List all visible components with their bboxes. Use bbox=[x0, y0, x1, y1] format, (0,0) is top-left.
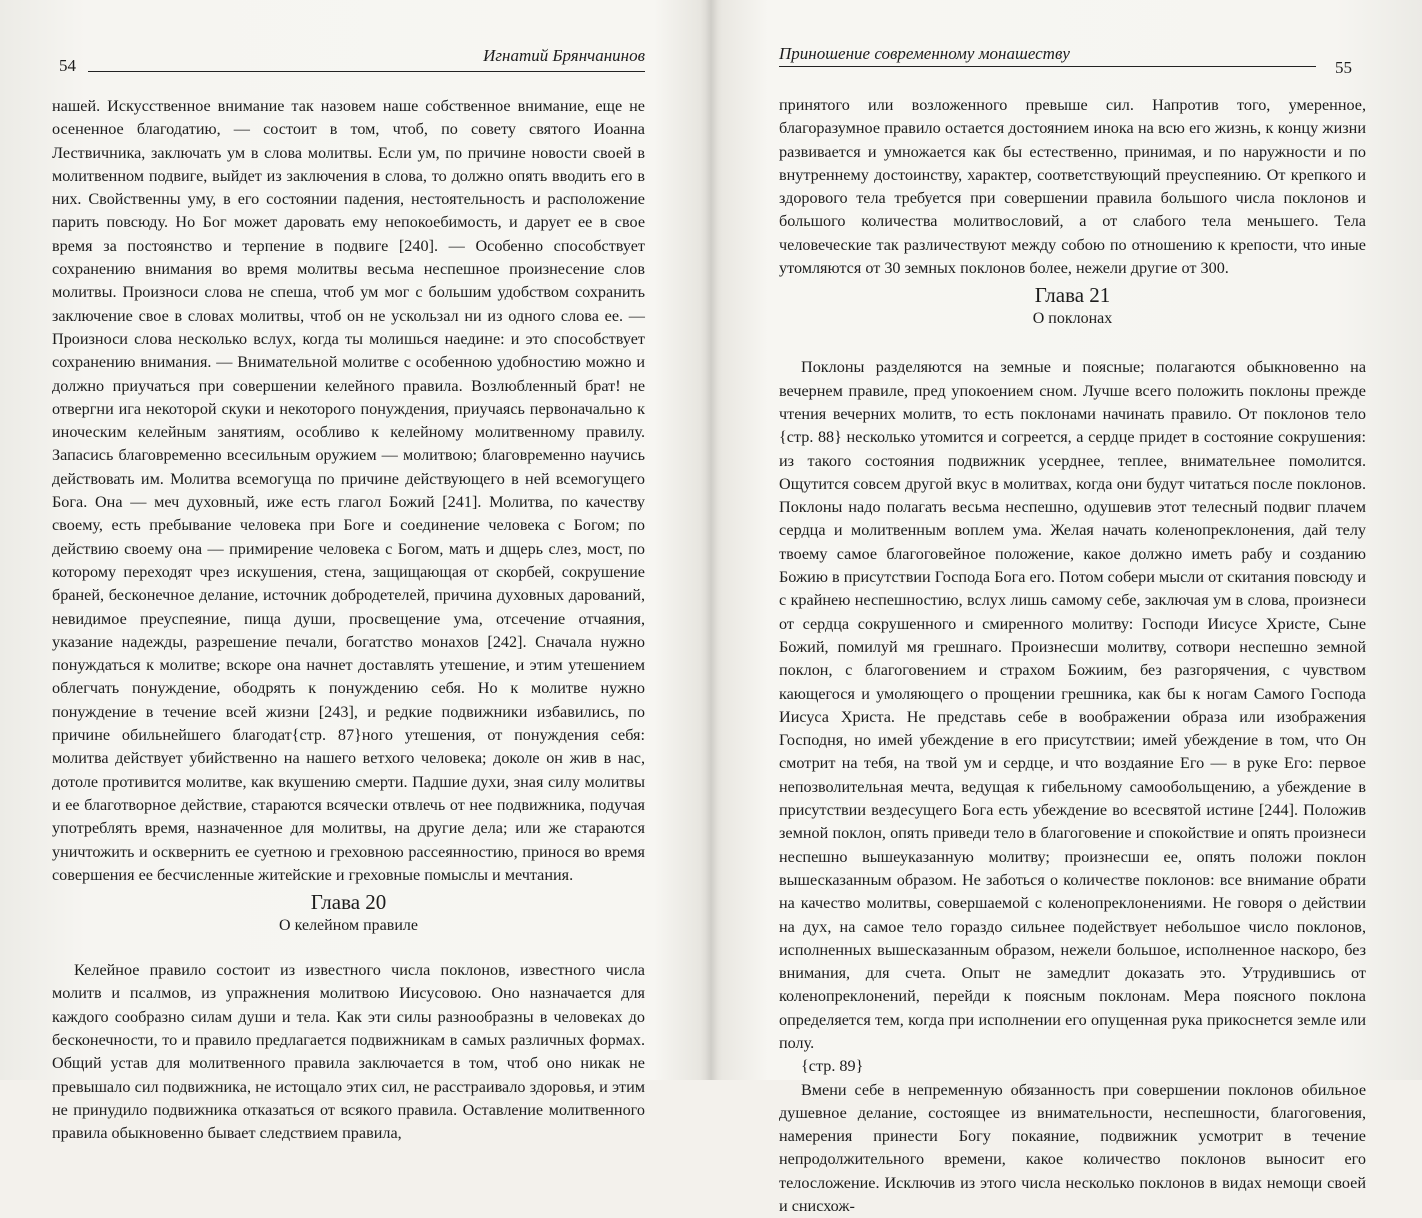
left-chapter-heading bbox=[52, 889, 645, 937]
right-page-number: 55 bbox=[1335, 58, 1352, 77]
right-page bbox=[711, 0, 1422, 1216]
right-running-title: Приношение современному монашеству bbox=[779, 44, 1070, 63]
right-chapter-heading bbox=[779, 282, 1366, 330]
left-page bbox=[0, 0, 711, 1143]
right-header-rule bbox=[779, 66, 1316, 67]
right-paragraph-3: Вмени себе в непременную обязанность при совершении поклонов обильное душевное делание, состоящее из внимательности, неспешности, благоговения, намерения принести Богу покаяние, подвижник усмотрит в течение непродолжительного времени, какое количество поклонов выносит его телосложение. Исключив из этого числа несколько поклонов в видах немощи своей и снисхож- bbox=[779, 1080, 1366, 1216]
chapter-20-subtitle: О келейном правиле bbox=[279, 917, 418, 935]
left-paragraph-2: Келейное правило состоит из известного числа поклонов, известного числа молитв и псалмов, из упражнения молитвою Иисусовою. Оно назначается для каждого сообразно силам души и тела. Как эти силы разнообразны в человеках до бесконечности, то и правило предлагается подвижникам в самых различных формах. Общий устав для молитвенного правила заключается в том, чтоб оно никак не превышало сил подвижника, не истощало этих сил, не расстраивало здоровья, и этим не принудило подвижника отказаться от всякого правила. Оставление молитвенного правила обыкновенно бывает следствием правила, bbox=[52, 961, 645, 1143]
right-paragraph-2: Поклоны разделяются на земные и поясные; полагаются обыкновенно на вечернем правиле, пред упокоением сном. Лучше всего положить поклоны прежде чтения вечерних молитв, то есть поклонами начинать правило. От поклонов тело {стр. 88} несколько утомится и согреется, а сердце придет в состояние сокрушения: из такого состояния подвижник усерднее, теплее, внимательнее помолится. Ощутится совсем другой вкус в молитвах, когда они будут читаться после поклонов. Поклоны надо полагать весьма неспешно, одушевив этот телесный подвиг плачем сердца и молитвенным воплем ума. Желая начать коленопреклонения, дай телу твоему самое благоговейное положение, какое должно иметь рабу и созданию Божию в присутствии Господа Бога его. Потом собери мысли от скитания повсюду и с крайнею неспешностию, вслух лишь самому себе, заключая ум в слова, произнеси от сердца сокрушенного и смиренного молитву: Господи Иисусе Христе, Сыне Божий, помилуй мя грешнаго. Произнесши молитву, сотвори неспешно земной поклон, с благоговением и страхом Божиим, без разгорячения, с чувством кающегося и умоляющего о прощении грешника, как бы к ногам Самого Господа Иисуса Христа. Не представь себе в воображении образа или изображения Господня, но имей убеждение в его присутствии; имей убеждение в том, что Он смотрит на тебя, на твой ум и сердце, и что воздаяние Его — в руке Его: первое непозволительная мечта, ведущая к гибельному самообольщению, а убеждение в присутствии вездесущего Бога есть убеждение во всесвятой истине [244]. Положив земной поклон, опять приведи тело в благоговение и спокойствие и опять произнеси неспешно вышеуказанную молитву; произнесши ее, опять положи поклон вышесказанным образом. Не заботься о количестве поклонов: все внимание обрати на качество молитвы, совершаемой с коленопреклонениями. Не говоря о действии на дух, на самое тело гораздо сильнее подействует небольшое число поклонов, исполненных вышесказанным образом, нежели большое, исполненное наскоро, без внимания, для счета. Опыт не замедлит доказать это. Утрудившись от коленопреклонений, перейди к поясным поклонам. Мера поясного поклона определяется тем, когда при исполнении его опущенная рука прикоснется земле или полу. bbox=[779, 358, 1366, 1052]
chapter-20-title: Глава 20 bbox=[310, 890, 387, 915]
right-paragraph-1: принятого или возложенного превыше сил. Напротив того, умеренное, благоразумное правило остается достоянием инока на всю его жизнь, к концу жизни развивается и умножается как бы естественно, принимая, и по наружности и по внутреннему достоинству, характер, соответствующий преуспеянию. От крепкого и здорового тела требуется при совершении правила большого числа поклонов и большого количества молитвословий, а от слабого тела меньшего. Тела человеческие так различествуют между собою по отношению к крепости, что иные утомляются от 30 земных поклонов более, нежели другие от 300. bbox=[779, 96, 1366, 278]
left-header-rule bbox=[88, 71, 645, 72]
right-running-header bbox=[779, 0, 1366, 95]
chapter-21-title: Глава 21 bbox=[1034, 283, 1111, 308]
right-page-marker: {стр. 89} bbox=[801, 1057, 864, 1076]
left-running-title: Игнатий Брянчанинов bbox=[483, 46, 645, 65]
left-paragraph-1: нашей. Искусственное внимание так назовем наше собственное внимание, еще не осененное благодатию, — состоит в том, чтоб, по совету святого Иоанна Лествичника, заключать ум в слова молитвы. Если ум, по причине новости своей в молитвенном подвиге, выйдет из заключения в слова, то должно опять вводить его в них. Свойственны уму, в его состоянии падения, нестоятельность и расположение парить повсюду. Но Бог может даровать ему непокоебимость, и дарует ее в свое время за постоянство и терпение в подвиге [240]. — Особенно способствует сохранению внимания во время молитвы весьма неспешное произнесение слов молитвы. Произноси слова не спеша, чтоб ум мог с большим удобством сохранить заключение свое в словах молитвы, чтоб он не ускользал ни из одного слова ее. — Произноси слова несколько вслух, когда ты молишься наедине: и это способствует сохранению внимания. — Внимательной молитве с особенною удобностию можно и должно приучаться при совершении келейного правила. Возлюбленный брат! не отвергни ига некоторой скуки и некоторого понуждения, приучаясь первоначально к иноческим келейным занятиям, особливо к келейному молитвенному правилу. Запасись благовременно всесильным оружием — молитвою; благовременно научись действовать им. Молитва всемогуща по причине действующего в ней всемогущего Бога. Она — меч духовный, иже есть глагол Божий [241]. Молитва, по качеству своему, есть пребывание человека при Боге и соединение человека с Богом; по действию своему она — примирение человека с Богом, мать и дщерь слез, мост, по которому переходят чрез искушения, стена, защищающая от скорбей, сокрушение браней, бесконечное делание, источник добродетелей, причина духовных дарований, невидимое преуспеяние, пища души, просвещение ума, отсечение отчаяния, указание надежды, разрешение печали, богатство монахов [242]. Сначала нужно понуждаться к молитве; вскоре она начнет доставлять утешение, и этим утешением облегчать понуждение, ободрять к понуждению себя. Но к молитве нужно понуждение в течение всей жизни [243], и редкие подвижники избавились, по причине обильнейшего благодат{стр. 87}ного утешения, от понуждения себя: молитва действует убийственно на нашего ветхого человека; доколе он жив в нас, дотоле противится молитве, как вкушению смерти. Падшие духи, зная силу молитвы и ее благотворное действие, стараются всячески отвлечь от нее подвижника, подучая употреблять время, назначенное для молитвы, на другие дела; или же стараются уничтожить и осквернить ее суетною и греховною рассеянностию, принося во время совершения ее бесчисленные житейские и греховные помыслы и мечтания. bbox=[52, 97, 645, 884]
left-body-text bbox=[52, 95, 645, 1145]
right-body-text bbox=[779, 94, 1366, 1218]
chapter-21-subtitle: О поклонах bbox=[1032, 310, 1113, 328]
left-page-number: 54 bbox=[59, 56, 76, 75]
left-running-header bbox=[52, 0, 645, 95]
